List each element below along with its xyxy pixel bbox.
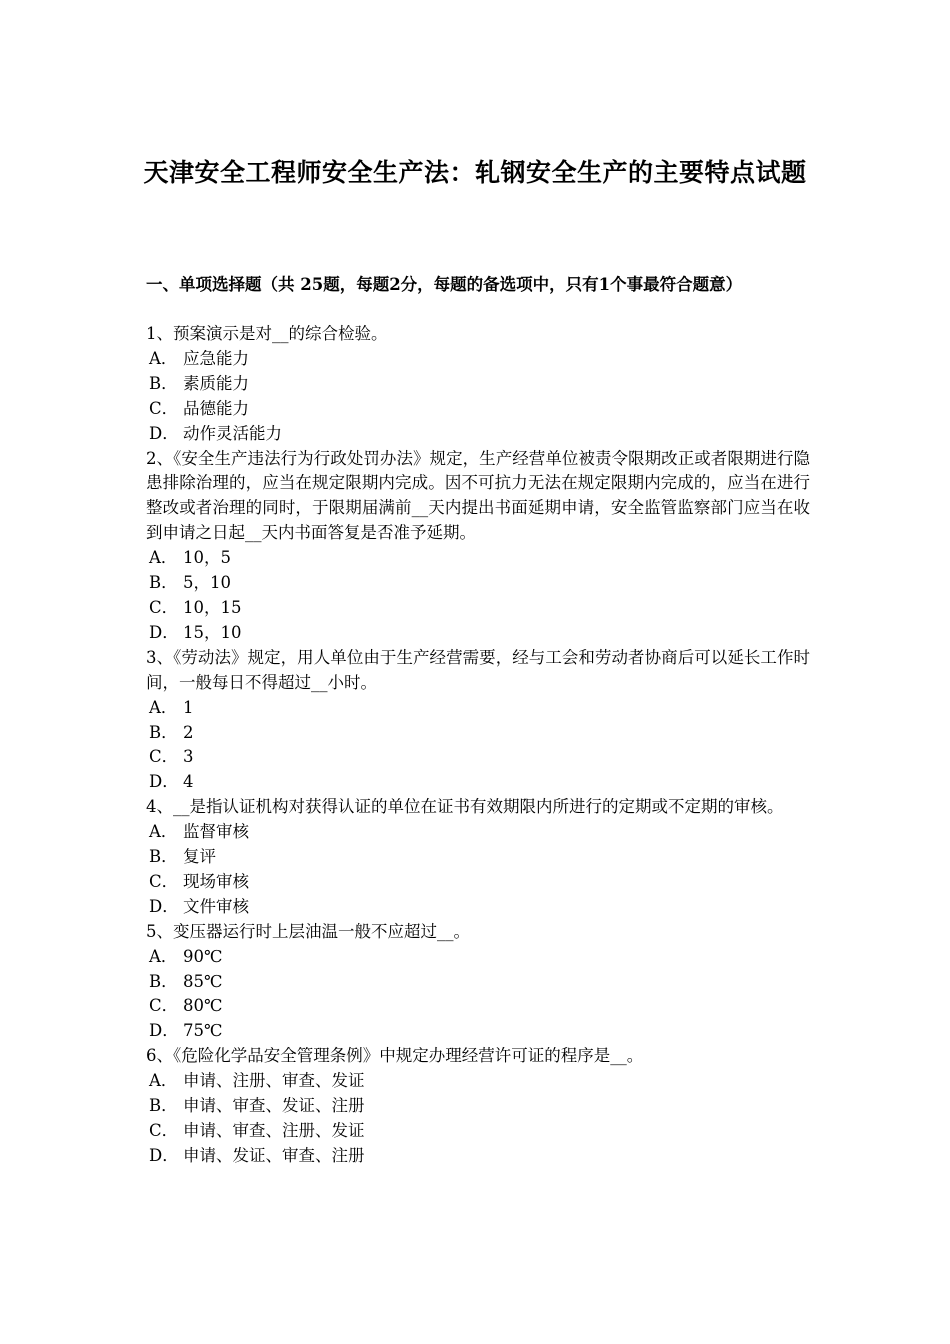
option-text: 10，15 xyxy=(183,597,242,617)
option-text: 应急能力 xyxy=(183,348,249,368)
option-text: 监督审核 xyxy=(183,822,249,842)
option-letter: B． xyxy=(149,1096,178,1116)
option-c xyxy=(146,994,810,1019)
option-c xyxy=(146,596,810,621)
option-a xyxy=(146,820,810,845)
option-text: 申请、审查、发证、注册 xyxy=(183,1096,365,1116)
option-text: 申请、发证、审查、注册 xyxy=(183,1145,365,1165)
option-b xyxy=(146,1094,810,1119)
option-letter: C． xyxy=(149,871,179,891)
option-text: 现场审核 xyxy=(183,871,249,891)
option-c xyxy=(146,1119,810,1144)
option-text: 复评 xyxy=(183,847,216,867)
question-5 xyxy=(146,920,810,1045)
option-text: 85℃ xyxy=(183,971,223,991)
option-letter: A． xyxy=(149,1071,178,1091)
option-text: 动作灵活能力 xyxy=(183,423,282,443)
option-letter: B． xyxy=(149,971,178,991)
option-c xyxy=(146,870,810,895)
option-letter: C． xyxy=(149,597,179,617)
question-stem: 1、预案演示是对__的综合检验。 xyxy=(146,324,388,343)
option-text: 4 xyxy=(183,772,194,792)
option-letter: D． xyxy=(149,772,179,792)
option-a xyxy=(146,1069,810,1094)
option-letter: C． xyxy=(149,398,179,418)
option-letter: B． xyxy=(149,722,178,742)
option-letter: B． xyxy=(149,573,178,593)
option-letter: D． xyxy=(149,423,179,443)
option-text: 90℃ xyxy=(183,946,223,966)
option-letter: B． xyxy=(149,373,178,393)
option-d xyxy=(146,422,810,447)
option-text: 5，10 xyxy=(183,573,231,593)
question-stem: 2、《安全生产违法行为行政处罚办法》规定，生产经营单位被责令限期改正或者限期进行隐患排除治理的，应当在规定限期内完成。因不可抗力无法在规定限期内完成的，应当在进行整改或者治理的同时，于限期届满前__天内提出书面延期申请，安全监管监察部门应当在收到申请之日起__天内书面答复是否准予延期。 xyxy=(146,448,810,543)
option-d xyxy=(146,621,810,646)
question-stem: 4、__是指认证机构对获得认证的单位在证书有效期限内所进行的定期或不定期的审核。 xyxy=(146,797,784,817)
option-c xyxy=(146,397,810,422)
option-a xyxy=(146,696,810,721)
option-text: 1 xyxy=(183,697,194,717)
option-letter: D． xyxy=(149,622,179,642)
option-text: 素质能力 xyxy=(183,373,249,393)
question-4 xyxy=(146,795,810,920)
option-letter: A． xyxy=(149,548,178,568)
option-text: 2 xyxy=(183,722,194,742)
option-letter: D． xyxy=(149,1021,179,1041)
question-stem: 5、变压器运行时上层油温一般不应超过__。 xyxy=(146,921,470,941)
option-text: 品德能力 xyxy=(183,398,249,418)
option-b xyxy=(146,845,810,870)
option-text: 10，5 xyxy=(183,548,231,568)
option-b xyxy=(146,721,810,746)
question-3 xyxy=(146,646,810,795)
option-letter: D． xyxy=(149,896,179,916)
option-d xyxy=(146,1144,810,1169)
option-d xyxy=(146,1019,810,1044)
document-title: 天津安全工程师安全生产法：轧钢安全生产的主要特点试题 xyxy=(143,158,807,187)
option-letter: C． xyxy=(149,996,179,1016)
option-d xyxy=(146,770,810,795)
option-text: 申请、审查、注册、发证 xyxy=(183,1121,365,1140)
option-text: 80℃ xyxy=(183,996,223,1016)
option-b xyxy=(146,372,810,397)
option-a xyxy=(146,546,810,571)
question-list xyxy=(146,322,810,1169)
option-letter: A． xyxy=(149,946,178,966)
question-1 xyxy=(146,322,810,447)
option-c xyxy=(146,745,810,770)
option-letter: A． xyxy=(149,822,178,842)
option-a xyxy=(146,347,810,372)
option-text: 15，10 xyxy=(183,622,242,642)
question-6 xyxy=(146,1044,810,1169)
option-text: 75℃ xyxy=(183,1021,223,1041)
question-2 xyxy=(146,447,810,646)
option-letter: A． xyxy=(149,348,178,368)
option-letter: D． xyxy=(149,1145,179,1165)
option-a xyxy=(146,945,810,970)
question-stem: 6、《危险化学品安全管理条例》中规定办理经营许可证的程序是__。 xyxy=(146,1046,644,1066)
section-heading: 一、单项选择题（共 25题，每题2分，每题的备选项中，只有1个事最符合题意） xyxy=(146,275,743,294)
option-text: 文件审核 xyxy=(183,896,249,916)
question-stem: 3、《劳动法》规定，用人单位由于生产经营需要，经与工会和劳动者协商后可以延长工作时间，一般每日不得超过__小时。 xyxy=(146,647,810,692)
option-b xyxy=(146,970,810,995)
option-b xyxy=(146,571,810,596)
option-letter: C． xyxy=(149,747,179,767)
option-d xyxy=(146,895,810,920)
option-text: 申请、注册、审查、发证 xyxy=(183,1071,365,1091)
option-letter: C． xyxy=(149,1121,179,1140)
option-letter: B． xyxy=(149,847,178,867)
option-letter: A． xyxy=(149,697,178,717)
option-text: 3 xyxy=(183,747,194,767)
